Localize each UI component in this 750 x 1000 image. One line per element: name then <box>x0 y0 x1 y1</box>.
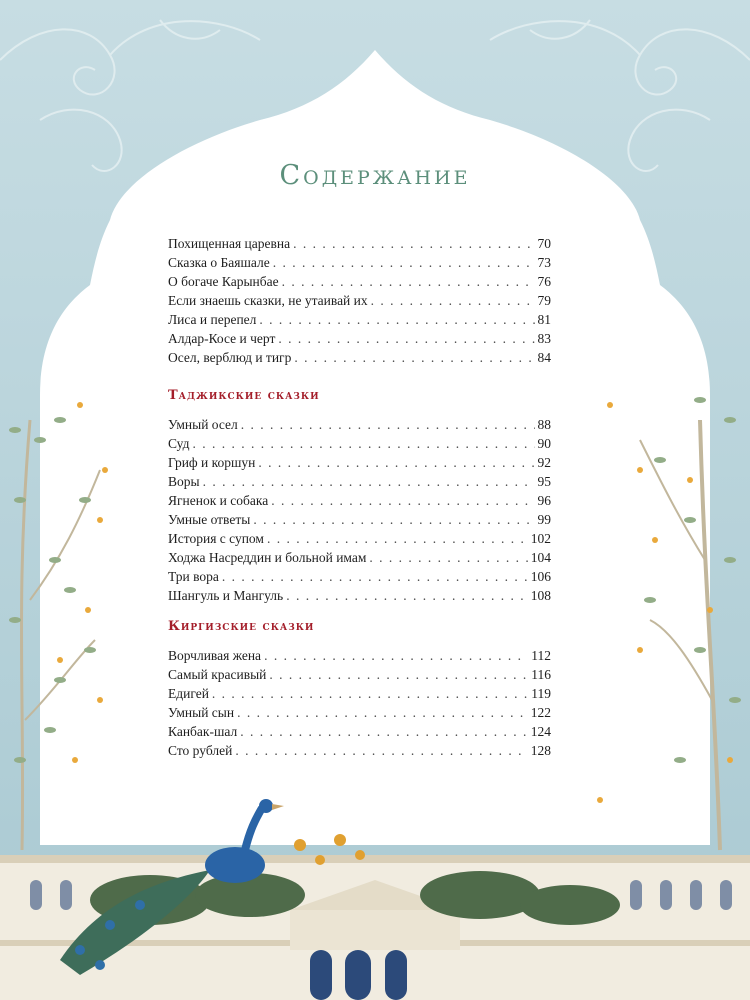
toc-entry-page: 102 <box>530 531 551 546</box>
toc-entry-page: 81 <box>537 312 551 327</box>
toc-entry-title: Если знаешь сказки, не утаивай их <box>168 293 368 308</box>
toc-entry-title: О богаче Карынбае <box>168 274 279 289</box>
toc-section-tajik <box>168 385 551 605</box>
dot-leader <box>259 310 534 329</box>
dot-leader <box>267 529 528 548</box>
toc-entry[interactable] <box>168 741 551 760</box>
toc-entry[interactable] <box>168 291 551 310</box>
toc-entry[interactable] <box>168 434 551 453</box>
toc-entry-page: 73 <box>537 255 551 270</box>
dot-leader <box>282 272 535 291</box>
toc-section-kyrgyz <box>168 616 551 760</box>
toc-entry-page: 122 <box>530 705 551 720</box>
toc-entry-page: 79 <box>537 293 551 308</box>
toc-entry-title: Алдар-Косе и черт <box>168 331 276 346</box>
toc-entry-title: Едигей <box>168 686 209 701</box>
toc-entry-title: Воры <box>168 474 200 489</box>
toc-entry[interactable] <box>168 529 551 548</box>
page-title: Содержание <box>279 160 471 191</box>
toc-entry[interactable] <box>168 548 551 567</box>
toc-entry-title: Умный сын <box>168 705 235 720</box>
toc-entry-page: 112 <box>531 648 551 663</box>
dot-leader <box>192 434 534 453</box>
toc-entry[interactable] <box>168 453 551 472</box>
toc-entry-page: 99 <box>537 512 551 527</box>
dot-leader <box>294 348 534 367</box>
toc-entry[interactable] <box>168 703 551 722</box>
section-heading: Киргизские сказки <box>168 619 315 634</box>
dot-leader <box>222 567 528 586</box>
dot-leader <box>264 646 528 665</box>
toc-entry-page: 108 <box>530 588 551 603</box>
dot-leader <box>269 665 528 684</box>
toc-entry-page: 116 <box>531 667 551 682</box>
toc-entry-page: 88 <box>537 417 551 432</box>
toc-entry[interactable] <box>168 234 551 253</box>
toc-entry-page: 119 <box>531 686 551 701</box>
section-heading: Таджикские сказки <box>168 388 320 403</box>
toc-entry-title: Шангуль и Мангуль <box>168 588 284 603</box>
toc-entry-page: 70 <box>537 236 551 251</box>
toc-entry-page: 90 <box>537 436 551 451</box>
toc-entry-page: 83 <box>537 331 551 346</box>
toc-entry[interactable] <box>168 253 551 272</box>
toc-entry-title: Умный осел <box>168 417 238 432</box>
dot-leader <box>278 329 534 348</box>
dot-leader <box>258 453 534 472</box>
toc-entry[interactable] <box>168 665 551 684</box>
toc-entry[interactable] <box>168 586 551 605</box>
toc-entry-title: Сказка о Баяшале <box>168 255 270 270</box>
toc-entry-title: История с супом <box>168 531 264 546</box>
dot-leader <box>371 291 535 310</box>
toc-entry-title: Канбак-шал <box>168 724 238 739</box>
toc-entry-title: Умные ответы <box>168 512 251 527</box>
toc-entry[interactable] <box>168 722 551 741</box>
toc-entry-page: 95 <box>537 474 551 489</box>
dot-leader <box>293 234 534 253</box>
toc-section-intro <box>168 234 551 367</box>
toc-entry[interactable] <box>168 310 551 329</box>
toc-entry-page: 128 <box>530 743 551 758</box>
dot-leader <box>253 510 534 529</box>
toc-entry-title: Осел, верблюд и тигр <box>168 350 292 365</box>
toc-entry-title: Гриф и коршун <box>168 455 256 470</box>
dot-leader <box>240 722 528 741</box>
toc-entry-title: Суд <box>168 436 190 451</box>
toc-entry[interactable] <box>168 272 551 291</box>
toc-entry[interactable] <box>168 491 551 510</box>
toc-entry[interactable] <box>168 567 551 586</box>
toc-entry-page: 124 <box>530 724 551 739</box>
toc-entry-page: 104 <box>530 550 551 565</box>
dot-leader <box>271 491 534 510</box>
dot-leader <box>369 548 527 567</box>
toc-entry-title: Самый красивый <box>168 667 267 682</box>
toc-entry-title: Лиса и перепел <box>168 312 257 327</box>
dot-leader <box>237 703 528 722</box>
toc-entry-title: Ходжа Насреддин и больной имам <box>168 550 367 565</box>
dot-leader <box>235 741 527 760</box>
dot-leader <box>273 253 535 272</box>
toc-entry[interactable] <box>168 348 551 367</box>
toc-entry-title: Три вора <box>168 569 219 584</box>
toc-entry-page: 96 <box>537 493 551 508</box>
dot-leader <box>241 415 535 434</box>
toc-entry-page: 76 <box>537 274 551 289</box>
toc-entry-page: 106 <box>530 569 551 584</box>
toc-entry-title: Ягненок и собака <box>168 493 269 508</box>
toc-entry-title: Сто рублей <box>168 743 233 758</box>
toc-entry-title: Ворчливая жена <box>168 648 262 663</box>
dot-leader <box>286 586 528 605</box>
toc-entry-title: Похищенная царевна <box>168 236 291 251</box>
toc-entry[interactable] <box>168 472 551 491</box>
toc-entry[interactable] <box>168 646 551 665</box>
toc-entry[interactable] <box>168 329 551 348</box>
dot-leader <box>203 472 535 491</box>
toc-entry-page: 84 <box>537 350 551 365</box>
toc-entry-page: 92 <box>537 455 551 470</box>
dot-leader <box>212 684 528 703</box>
toc-entry[interactable] <box>168 415 551 434</box>
toc-entry[interactable] <box>168 510 551 529</box>
toc-entry[interactable] <box>168 684 551 703</box>
